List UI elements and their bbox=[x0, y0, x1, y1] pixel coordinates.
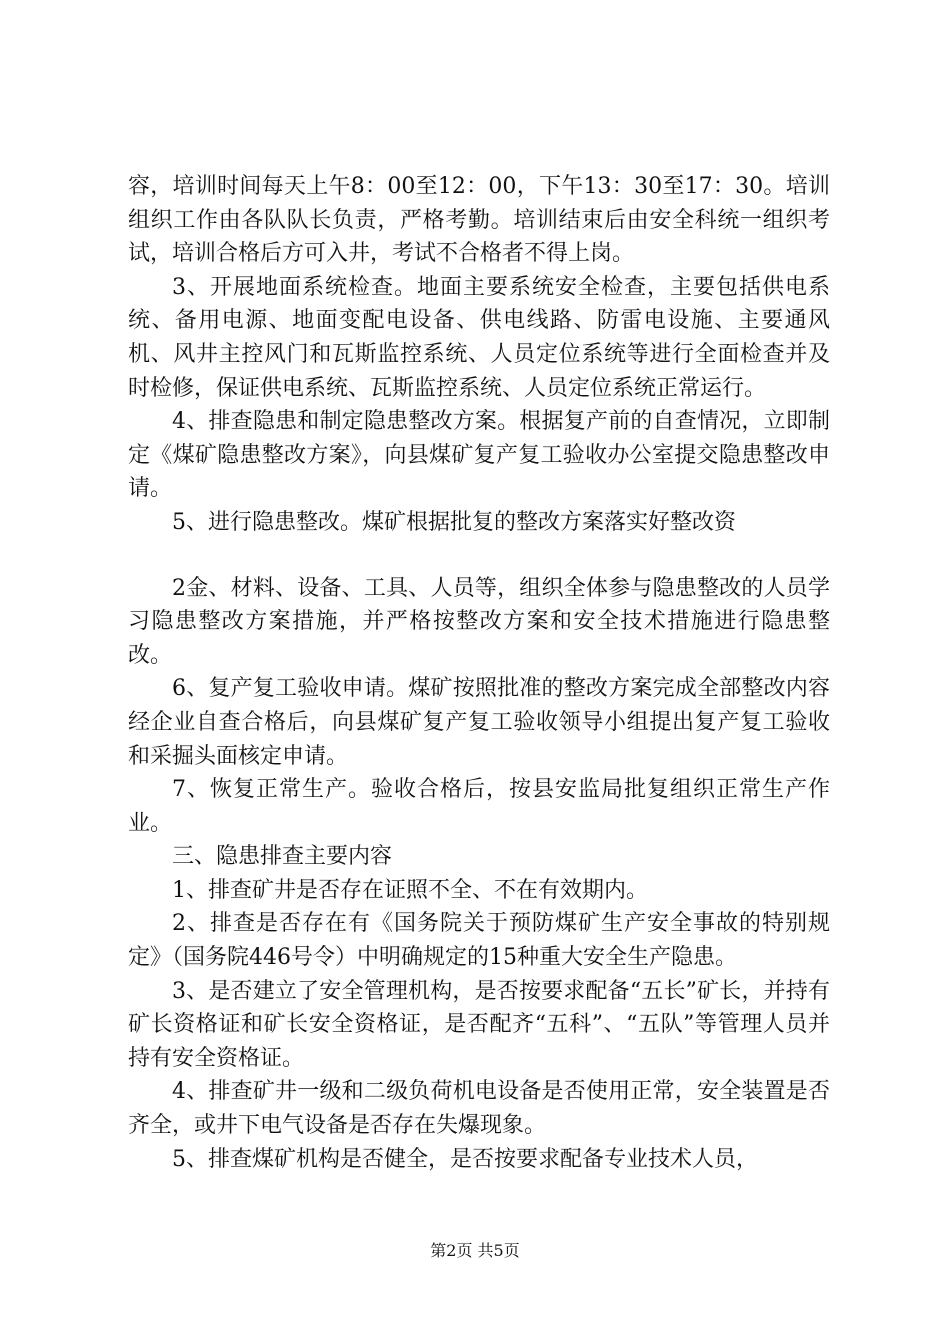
paragraph-item-3: 3、是否建立了安全管理机构，是否按要求配备“五长”矿长，并持有矿长资格证和矿长安全资格证，是否配齐“五科”、“五队”等管理人员并持有安全资格证。 bbox=[128, 978, 830, 1071]
document-body bbox=[128, 170, 830, 1176]
page-footer bbox=[0, 1241, 950, 1261]
paragraph-resume-production: 7、恢复正常生产。验收合格后，按县安监局批复组织正常生产作业。 bbox=[128, 777, 830, 836]
paragraph-training-schedule: 容，培训时间每天上午8：00至12：00，下午13：30至17：30。培训组织工作由各队队长负责，严格考勤。培训结束后由安全科统一组织考试，培训合格后方可入井，考试不合格者不得上岗。 bbox=[128, 174, 830, 267]
section-heading-hazard-inspection: 三、隐患排查主要内容 bbox=[172, 844, 393, 870]
paragraph-hazard-rectification: 5、进行隐患整改。煤矿根据批复的整改方案落实好整改资 bbox=[172, 509, 736, 535]
paragraph-item-5: 5、排查煤矿机构是否健全，是否按要求配备专业技术人员， bbox=[172, 1146, 758, 1172]
paragraph-item-1: 1、排查矿井是否存在证照不全、不在有效期内。 bbox=[172, 877, 648, 903]
paragraph-hazard-plan: 4、排查隐患和制定隐患整改方案。根据复产前的自查情况，立即制定《煤矿隐患整改方案》，向县煤矿复产复工验收办公室提交隐患整改申请。 bbox=[128, 409, 830, 502]
paragraph-item-4: 4、排查矿井一级和二级负荷机电设备是否使用正常，安全装置是否齐全，或井下电气设备是否存在失爆现象。 bbox=[128, 1079, 830, 1139]
paragraph-surface-system-check: 3、开展地面系统检查。地面主要系统安全检查，主要包括供电系统、备用电源、地面变配电设备、供电线路、防雷电设施、主要通风机、风井主控风门和瓦斯监控系统、人员定位系统等进行全面检查并及时检修，保证供电系统、瓦斯监控系统、人员定位系统正常运行。 bbox=[128, 274, 830, 401]
page-number-label: 第2页 共5页 bbox=[430, 1241, 520, 1260]
paragraph-item-2: 2、排查是否存在有《国务院关于预防煤矿生产安全事故的特别规定》（国务院446号令）中明确规定的15种重大安全生产隐患。 bbox=[128, 911, 830, 971]
paragraph-rectification-continued: 2金、材料、设备、工具、人员等，组织全体参与隐患整改的人员学习隐患整改方案措施，并严格按整改方案和安全技术措施进行隐患整改。 bbox=[128, 575, 830, 668]
paragraph-acceptance-application: 6、复产复工验收申请。煤矿按照批准的整改方案完成全部整改内容经企业自查合格后，向县煤矿复产复工验收领导小组提出复产复工验收和采掘头面核定申请。 bbox=[128, 676, 830, 769]
